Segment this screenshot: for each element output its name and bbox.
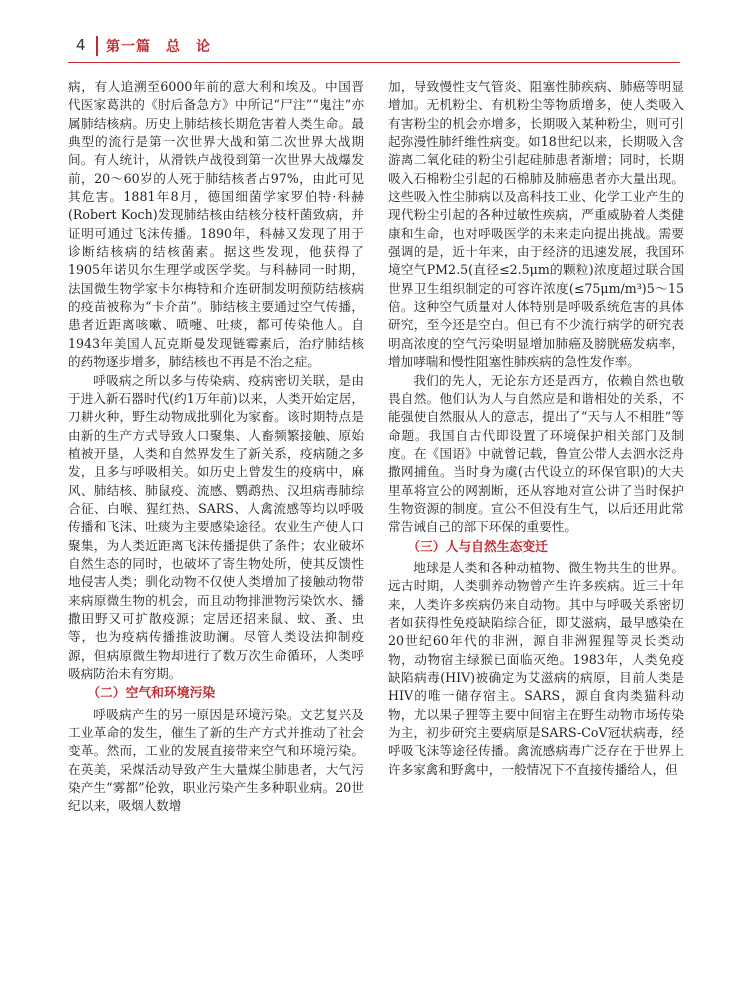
header-rule <box>68 62 680 63</box>
paragraph: 加，导致慢性支气管炎、阻塞性肺疾病、肺癌等明显增加。无机粉尘、有机粉尘等物质增多，使人类吸入有害粉尘的机会亦增多，长期吸入某种粉尘，则可引起弥漫性肺纤维性病变。如18世纪以来，长期吸入含游离二氧化硅的粉尘引起硅肺患者渐增；同时，长期吸入石棉粉尘引起的石棉肺及肺癌患者亦大量出现。这些吸入性尘肺病以及高科技工业、化学工业产生的现代粉尘引起的各种过敏性疾病，严重威胁着人类健康和生命，也对呼吸医学的未来走向提出挑战。需要强调的是，近十年来，由于经济的迅速发展，我国环境空气PM2.5(直径≤2.5μm的颗粒)浓度超过联合国世界卫生组织制定的可容许浓度(≤75μm/m³)5～15倍。这种空气质量对人体特别是呼吸系统危害的具体研究，至今还是空白。但已有不少流行病学的研究表明高浓度的空气污染明显增加肺癌及膀胱癌发病率，增加哮喘和慢性阻塞性肺疾病的急性发作率。 <box>388 79 684 370</box>
header-divider-bar <box>96 36 98 56</box>
paragraph: 地球是人类和各种动植物、微生物共生的世界。远古时期，人类驯养动物曾产生许多疾病。近三十年来，人类许多疾病仍来自动物。其中与呼吸关系密切者如获得性免疫缺陷综合征，即艾滋病，最早感染在20世纪60年代的非洲，源自非洲猩猩等灵长类动物，动物宿主绿猴已面临灭绝。1983年，人类免疫缺陷病毒(HIV)被确定为艾滋病的病原，目前人类是HIV的唯一储存宿主。SARS，源自食肉类猫科动物，尤以果子狸等主要中间宿主在野生动物市场传染为主，初步研究主要病原是SARS-CoV冠状病毒，经呼吸飞沫等途径传播。禽流感病毒广泛存在于世界上许多家禽和野禽中，一般情况下不直接传播给人，但 <box>388 559 684 777</box>
paragraph: 我们的先人，无论东方还是西方，依赖自然也敬畏自然。他们认为人与自然应是和谐相处的关系，不能强使自然服从人的意志，提出了“天与人不相胜”等命题。我国自古代即设置了环境保护相关部门及制度。在《国语》中就曾记载，鲁宣公带人去泗水泛舟撒网捕鱼。当时身为虞(古代设立的环保官职)的大夫里革将宣公的网割断，还从容地对宣公讲了当时保护生物资源的制度。宣公不但没有生气，以后还用此常常告诫自己的部下环保的重要性。 <box>388 372 684 535</box>
right-column <box>388 78 684 779</box>
page-number: 4 <box>76 36 86 54</box>
paragraph: 呼吸病之所以多与传染病、疫病密切关联，是由于进入新石器时代(约1万年前)以来，人类开始定居，刀耕火种，野生动物成批驯化为家畜。该时期特点是由新的生产方式导致人口聚集、人畜频繁接触、原始植被开垦，人类和自然界发生了新关系，疫病随之多发，且多与呼吸相关。如历史上曾发生的疫病中，麻风、肺结核、肺鼠疫、流感、鹦鹉热、汉坦病毒肺综合征、白喉、猩红热、SARS、人禽流感等均以呼吸传播和飞沫、吐痰为主要感染途径。农业生产使人口聚集，为人类近距离飞沫传播提供了条件；农业破坏自然生态的同时，也破坏了寄生物处所，使其反馈性地侵害人类；驯化动物不仅使人类增加了接触动物带来病原微生物的机会，而且动物排泄物污染饮水、播撒田野又可扩散疫源；定居还招来鼠、蚊、蚤、虫等，也为疫病传播推波助澜。尽管人类设法抑制疫源，但病原微生物却进行了数万次生命循环，人类呼吸病防治未有穷期。 <box>68 372 364 681</box>
page-header <box>68 34 678 60</box>
left-column <box>68 78 364 816</box>
paragraph: 病，有人追溯至6000年前的意大利和埃及。中国晋代医家葛洪的《肘后备急方》中所记“尸注”“鬼注”亦属肺结核病。历史上肺结核长期危害着人类生命。最典型的流行是第一次世界大战和第二次世界大战期间。有人统计，从滑铁卢战役到第一次世界大战爆发前，20～60岁的人死于肺结核者占97%，由此可见其危害。1881年8月，德国细菌学家罗伯特·科赫(Robert Koch)发现肺结核由结核分枝杆菌致病，并证明可通过飞沫传播。1890年，科赫又发现了用于诊断结核病的结核菌素。据这些发现，他获得了1905年诺贝尔生理学或医学奖。与科赫同一时期，法国微生物学家卡尔梅特和介连研制发明预防结核病的疫苗被称为“卡介苗”。肺结核主要通过空气传播，患者近距离咳嗽、喷嚏、吐痰，都可传染他人。自1943年美国人瓦克斯曼发现链霉素后，治疗肺结核的药物逐步增多，肺结核也不再是不治之症。 <box>68 79 364 370</box>
section-heading: （二）空气和环境污染 <box>87 686 216 702</box>
chapter-title: 第一篇 总 论 <box>106 39 211 55</box>
paragraph: 呼吸病产生的另一原因是环境污染。文艺复兴及工业革命的发生，催生了新的生产方式并推动了社会变革。然而，工业的发展直接带来空气和环境污染。在英美，采煤活动导致产生大量煤尘肺患者，大气污染产生“雾都”伦敦，职业污染产生多种职业病。20世纪以来，吸烟人数增 <box>68 706 364 814</box>
section-heading: （三）人与自然生态变迁 <box>407 539 548 555</box>
